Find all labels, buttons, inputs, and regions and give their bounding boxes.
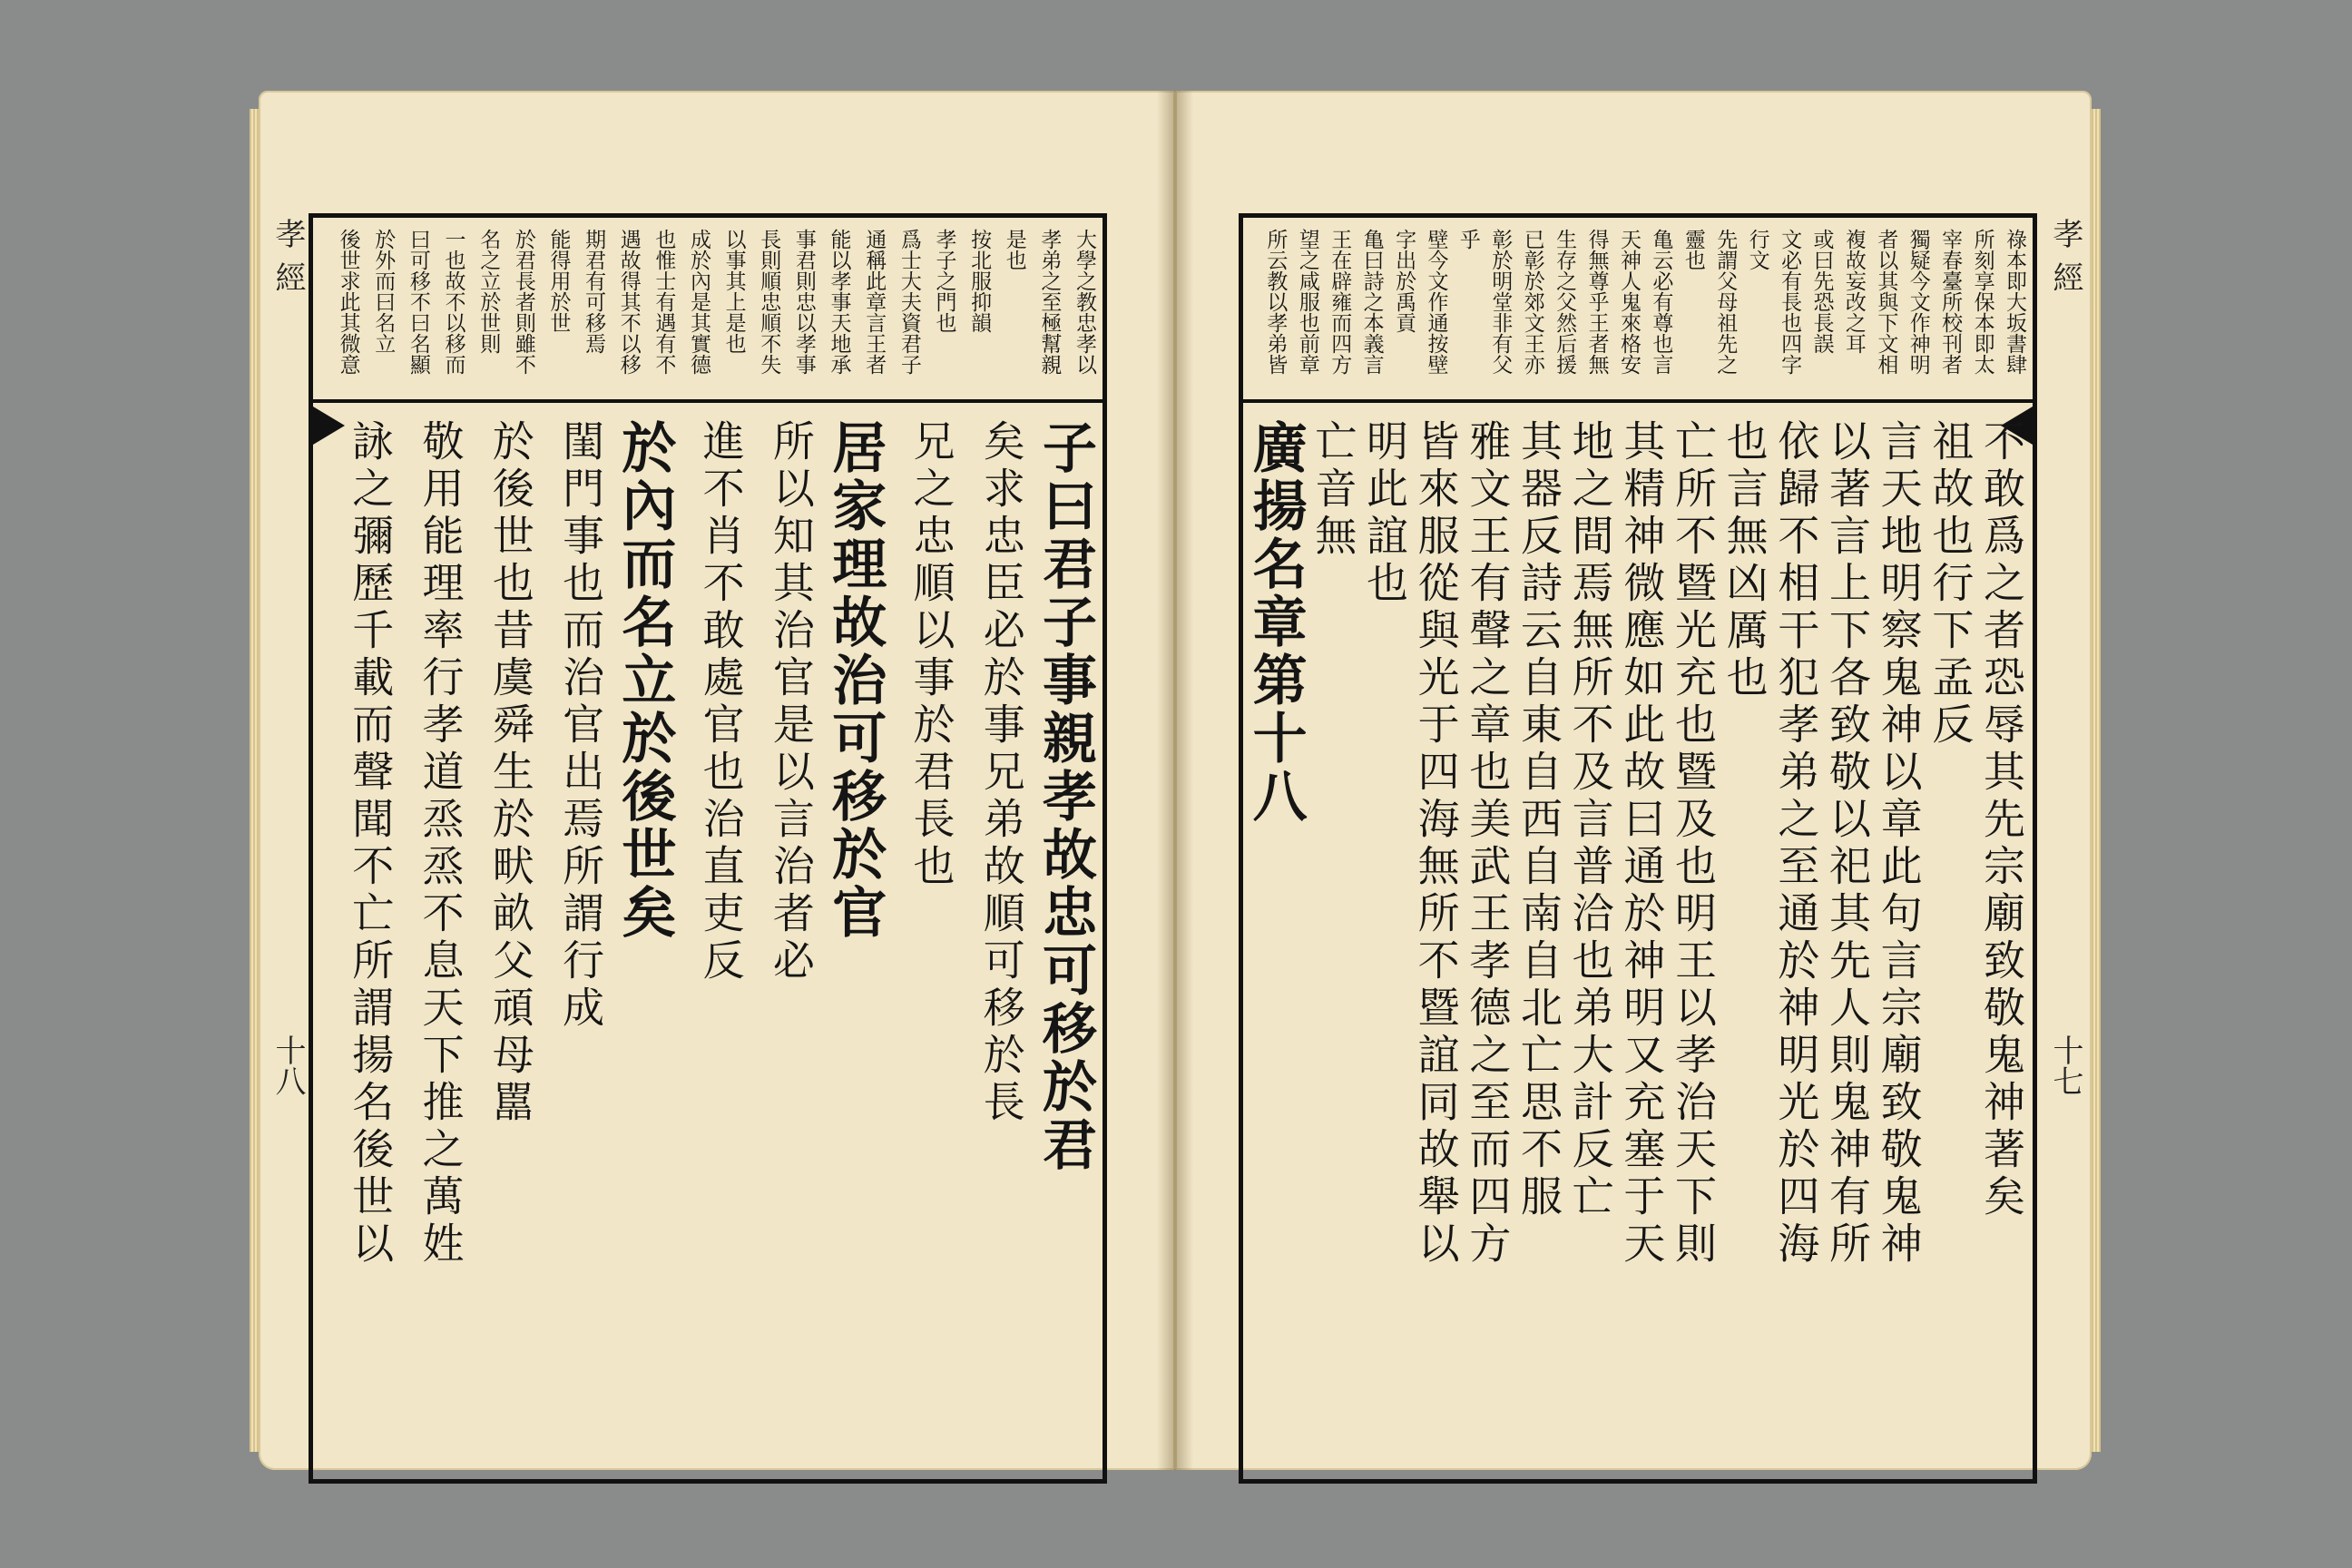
commentary-column: 孝弟之至極幫親 <box>1037 229 1062 375</box>
open-book <box>259 91 2092 1470</box>
main-text-column: 閨門事也而治官出焉所謂行成 <box>556 419 606 1033</box>
right-page <box>1175 91 2092 1470</box>
commentary-column: 也惟士有遇有不 <box>652 229 676 375</box>
commentary-column: 複故妄改之耳 <box>1841 229 1866 354</box>
main-text-column: 於後世也昔虞舜生於畎畝父頑母嚚 <box>485 419 535 1127</box>
header-divider <box>1243 399 2033 403</box>
commentary-column: 遇故得其不以移 <box>616 229 641 375</box>
main-text-column: 雅文王有聲之章也美武王孝德之至而四方 <box>1463 419 1513 1269</box>
commentary-column: 望之咸服也前章 <box>1295 229 1319 375</box>
commentary-column: 得無尊乎王者無 <box>1584 229 1609 375</box>
commentary-column: 名之立於世則 <box>476 229 501 354</box>
main-text-column: 明此誼也 <box>1360 419 1409 608</box>
commentary-column: 通稱此章言王者 <box>862 229 887 375</box>
main-text-column: 敬用能理率行孝道烝烝不息天下推之萬姓 <box>416 419 466 1269</box>
main-text-column: 所以知其治官是以言治者必 <box>766 419 816 985</box>
commentary-column: 亀曰詩之本義言 <box>1359 229 1384 375</box>
commentary-column: 亀云必有尊也言 <box>1649 229 1673 375</box>
commentary-column: 能以孝事天地承 <box>827 229 851 375</box>
fishtail-mark <box>309 404 345 447</box>
right-text-frame <box>1239 213 2037 1484</box>
commentary-column: 靈也 <box>1681 229 1705 270</box>
main-text-column: 兄之忠順以事於君長也 <box>906 419 956 891</box>
main-text-column: 於內而名立於後世矣 <box>612 419 677 942</box>
commentary-column: 成於內是其實德 <box>687 229 710 375</box>
commentary-column: 所云教以孝弟皆 <box>1263 229 1288 375</box>
main-text-column: 亡所不暨光充也暨及也明王以孝治天下則 <box>1669 419 1718 1269</box>
commentary-column: 或曰先恐長誤 <box>1809 229 1834 354</box>
main-text-column: 其精神微應如此故曰通於神明又充塞于天 <box>1617 419 1667 1269</box>
commentary-column: 孝子之門也 <box>932 229 956 333</box>
commentary-column: 字出於禹貢 <box>1392 229 1416 333</box>
commentary-column: 於外而曰名立 <box>371 229 396 354</box>
main-text-column: 不敢爲之者恐辱其先宗廟致敬鬼神著矣 <box>1977 419 2026 1221</box>
main-text-column: 亡音無 <box>1308 419 1358 561</box>
left-page <box>259 91 1175 1470</box>
commentary-column: 行文 <box>1745 229 1769 270</box>
main-text-column: 居家理故治可移於官 <box>823 419 887 942</box>
commentary-column: 所刻享保本即太 <box>1970 229 1994 375</box>
main-text-column: 其器反詩云自東自西自南自北亡思不服 <box>1514 419 1563 1221</box>
commentary-column: 大學之教忠孝以 <box>1073 229 1096 375</box>
main-text-column: 以著言上下各致敬以祀其先人則鬼神有所 <box>1823 419 1872 1269</box>
commentary-column: 文必有長也四字 <box>1778 229 1802 375</box>
main-text-column: 詠之彌歷千載而聲聞不亡所謂揚名後世以 <box>346 419 396 1269</box>
main-text-column: 言天地明察鬼神以章此句言宗廟致敬鬼神 <box>1874 419 1924 1269</box>
book-gutter <box>1157 91 1193 1470</box>
commentary-column: 事君則忠以孝事 <box>791 229 816 375</box>
commentary-column: 者以其與下文相 <box>1874 229 1898 375</box>
main-text-column: 廣揚名章第十八 <box>1243 419 1308 826</box>
left-page-gutter-title: 孝經 <box>270 218 306 305</box>
commentary-column: 爲士大夫資君子 <box>897 229 921 375</box>
left-page-folio: 十八 <box>270 1034 306 1096</box>
commentary-column: 已彰於郊文王亦 <box>1520 229 1544 375</box>
commentary-column: 彰於明堂非有父 <box>1488 229 1513 375</box>
main-text-column: 也言無凶厲也 <box>1720 419 1769 702</box>
commentary-column: 能得用於世 <box>546 229 571 333</box>
main-text-column: 子曰君子事親孝故忠可移於君 <box>1034 419 1097 1174</box>
commentary-column: 天神人鬼來格安 <box>1617 229 1641 375</box>
right-page-gutter-title: 孝經 <box>2047 218 2083 305</box>
commentary-column: 先謂父母祖先之 <box>1713 229 1738 375</box>
commentary-column: 壁今文作通按壁 <box>1424 229 1448 375</box>
commentary-column: 期君有可移焉 <box>582 229 606 354</box>
commentary-column: 宰春臺所校刊者 <box>1938 229 1963 375</box>
main-text-column: 依歸不相干犯孝弟之至通於神明光於四海 <box>1771 419 1821 1269</box>
main-text-column: 矣求忠臣必於事兄弟故順可移於長 <box>976 419 1026 1127</box>
commentary-column: 祿本即大坂書肆 <box>2003 229 2026 375</box>
commentary-column: 獨疑今文作神明 <box>1906 229 1930 375</box>
commentary-column: 後世求此其微意 <box>336 229 360 375</box>
left-text-frame <box>309 213 1107 1484</box>
commentary-column: 是也 <box>1002 229 1026 270</box>
commentary-column: 曰可移不曰名顯 <box>406 229 430 375</box>
main-text-column: 祖故也行下孟反 <box>1926 419 1975 750</box>
commentary-column: 以事其上是也 <box>721 229 746 354</box>
right-page-folio: 十七 <box>2047 1034 2083 1096</box>
commentary-column: 一也故不以移而 <box>441 229 466 375</box>
main-text-column: 進不肖不敢處官也治直吏反 <box>696 419 746 985</box>
commentary-column: 於君長者則雖不 <box>511 229 535 375</box>
main-text-column: 皆來服從與光于四海無所不暨誼同故舉以 <box>1411 419 1461 1269</box>
commentary-column: 按北服抑韻 <box>967 229 992 333</box>
commentary-column: 長則順忠順不失 <box>757 229 781 375</box>
header-divider <box>313 399 1102 403</box>
commentary-column: 乎 <box>1455 229 1480 250</box>
commentary-column: 王在辟雍而四方 <box>1328 229 1352 375</box>
main-text-column: 地之間焉無所不及言普洽也弟大計反亡 <box>1565 419 1615 1221</box>
commentary-column: 生存之父然后援 <box>1553 229 1577 375</box>
